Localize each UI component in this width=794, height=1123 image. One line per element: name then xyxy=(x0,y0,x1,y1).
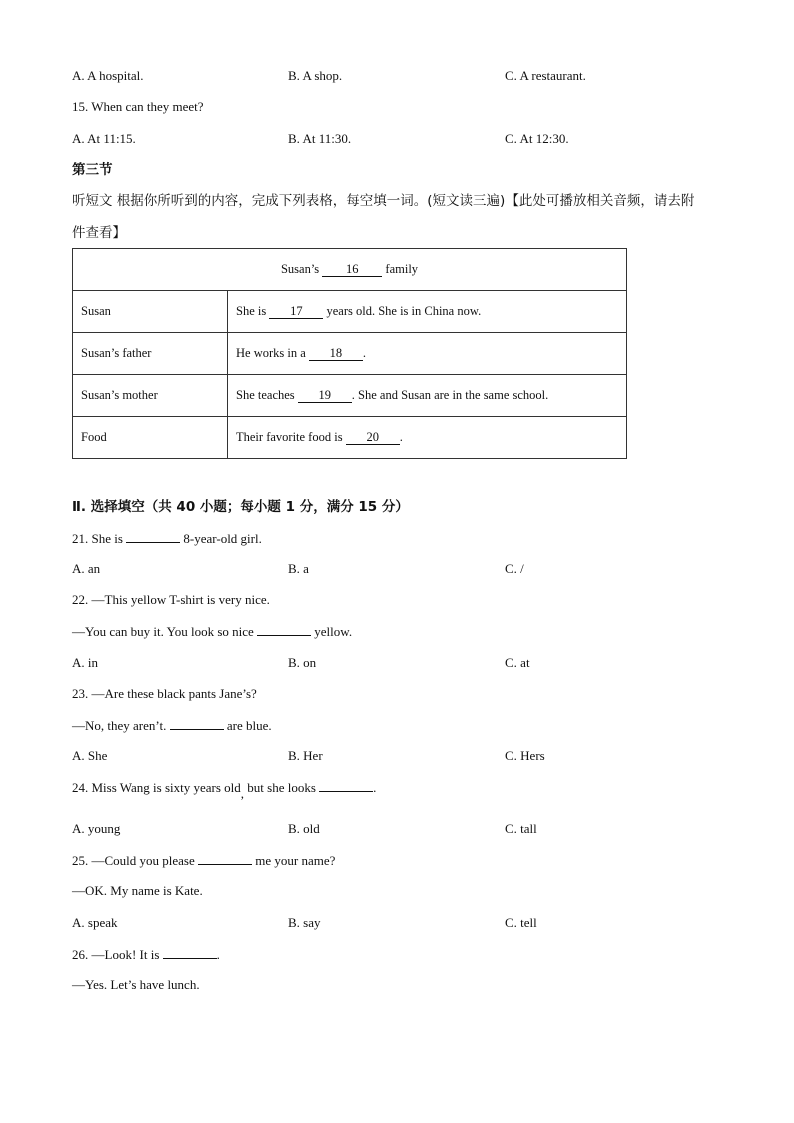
comma-mark: , xyxy=(240,786,245,801)
q23-option-c: C. Hers xyxy=(505,748,545,763)
row-label: Susan xyxy=(73,291,228,333)
section3-title: 第三节 xyxy=(72,162,113,178)
q24-question: 24. Miss Wang is sixty years old, but she looks . xyxy=(72,780,377,801)
q24-option-c: C. tall xyxy=(505,821,537,836)
blank-20: 20 xyxy=(346,431,400,445)
q22-option-a: A. in xyxy=(72,655,98,670)
table-row xyxy=(73,375,627,417)
answer-blank xyxy=(257,623,311,636)
q21-option-a: A. an xyxy=(72,561,101,576)
q25-option-c: C. tell xyxy=(505,915,537,930)
row-content: Their favorite food is 20 . xyxy=(228,417,627,459)
q21-option-c: C. / xyxy=(505,561,524,576)
q24-option-a: A. young xyxy=(72,821,121,836)
table-row xyxy=(73,333,627,375)
q24-option-b: B. old xyxy=(288,821,320,836)
row-content: She teaches 19 . She and Susan are in the same school. xyxy=(228,375,627,417)
answer-blank xyxy=(126,530,180,543)
section3-instruction-line2: 件查看】 xyxy=(72,225,126,241)
q23-option-a: A. She xyxy=(72,748,108,763)
q25-line1: 25. —Could you please me your name? xyxy=(72,853,336,868)
answer-blank xyxy=(170,717,224,730)
blank-19: 19 xyxy=(298,389,352,403)
answer-blank xyxy=(198,852,252,865)
row-label: Susan’s mother xyxy=(73,375,228,417)
section3-instruction-line1: 听短文 根据你所听到的内容，完成下列表格，每空填一词。(短文读三遍)【此处可播放相关音频，请去附 xyxy=(72,193,695,209)
q15-option-b: B. At 11:30. xyxy=(288,131,352,146)
q14-option-c: C. A restaurant. xyxy=(505,68,586,83)
q26-line2: —Yes. Let’s have lunch. xyxy=(72,977,200,992)
table-header: Susan’s 16 family xyxy=(73,249,627,291)
q22-line2: —You can buy it. You look so nice yellow. xyxy=(72,624,353,639)
q15-question: 15. When can they meet? xyxy=(72,99,204,114)
table-row xyxy=(73,417,627,459)
q22-option-c: C. at xyxy=(505,655,530,670)
q21-question: 21. She is 8-year-old girl. xyxy=(72,531,262,546)
q25-option-b: B. say xyxy=(288,915,321,930)
q15-option-c: C. At 12:30. xyxy=(505,131,569,146)
row-label: Susan’s father xyxy=(73,333,228,375)
answer-blank xyxy=(163,946,217,959)
q23-option-b: B. Her xyxy=(288,748,323,763)
q25-option-a: A. speak xyxy=(72,915,118,930)
q21-option-b: B. a xyxy=(288,561,309,576)
row-content: He works in a 18 . xyxy=(228,333,627,375)
q22-option-b: B. on xyxy=(288,655,317,670)
section2-title: Ⅱ. 选择填空（共 40 小题；每小题 1 分，满分 15 分） xyxy=(72,499,409,515)
q25-line2: —OK. My name is Kate. xyxy=(72,883,203,898)
q23-line2: —No, they aren’t. are blue. xyxy=(72,718,272,733)
blank-18: 18 xyxy=(309,347,363,361)
row-content: She is 17 years old. She is in China now. xyxy=(228,291,627,333)
q15-option-a: A. At 11:15. xyxy=(72,131,136,146)
blank-17: 17 xyxy=(269,305,323,319)
q14-option-a: A. A hospital. xyxy=(72,68,144,83)
table-row xyxy=(73,291,627,333)
q23-line1: 23. —Are these black pants Jane’s? xyxy=(72,686,257,701)
row-label: Food xyxy=(73,417,228,459)
q26-line1: 26. —Look! It is . xyxy=(72,947,220,962)
susan-family-table xyxy=(72,248,627,459)
q22-line1: 22. —This yellow T-shirt is very nice. xyxy=(72,592,270,607)
q14-option-b: B. A shop. xyxy=(288,68,343,83)
answer-blank xyxy=(319,779,373,792)
blank-16: 16 xyxy=(322,263,382,277)
